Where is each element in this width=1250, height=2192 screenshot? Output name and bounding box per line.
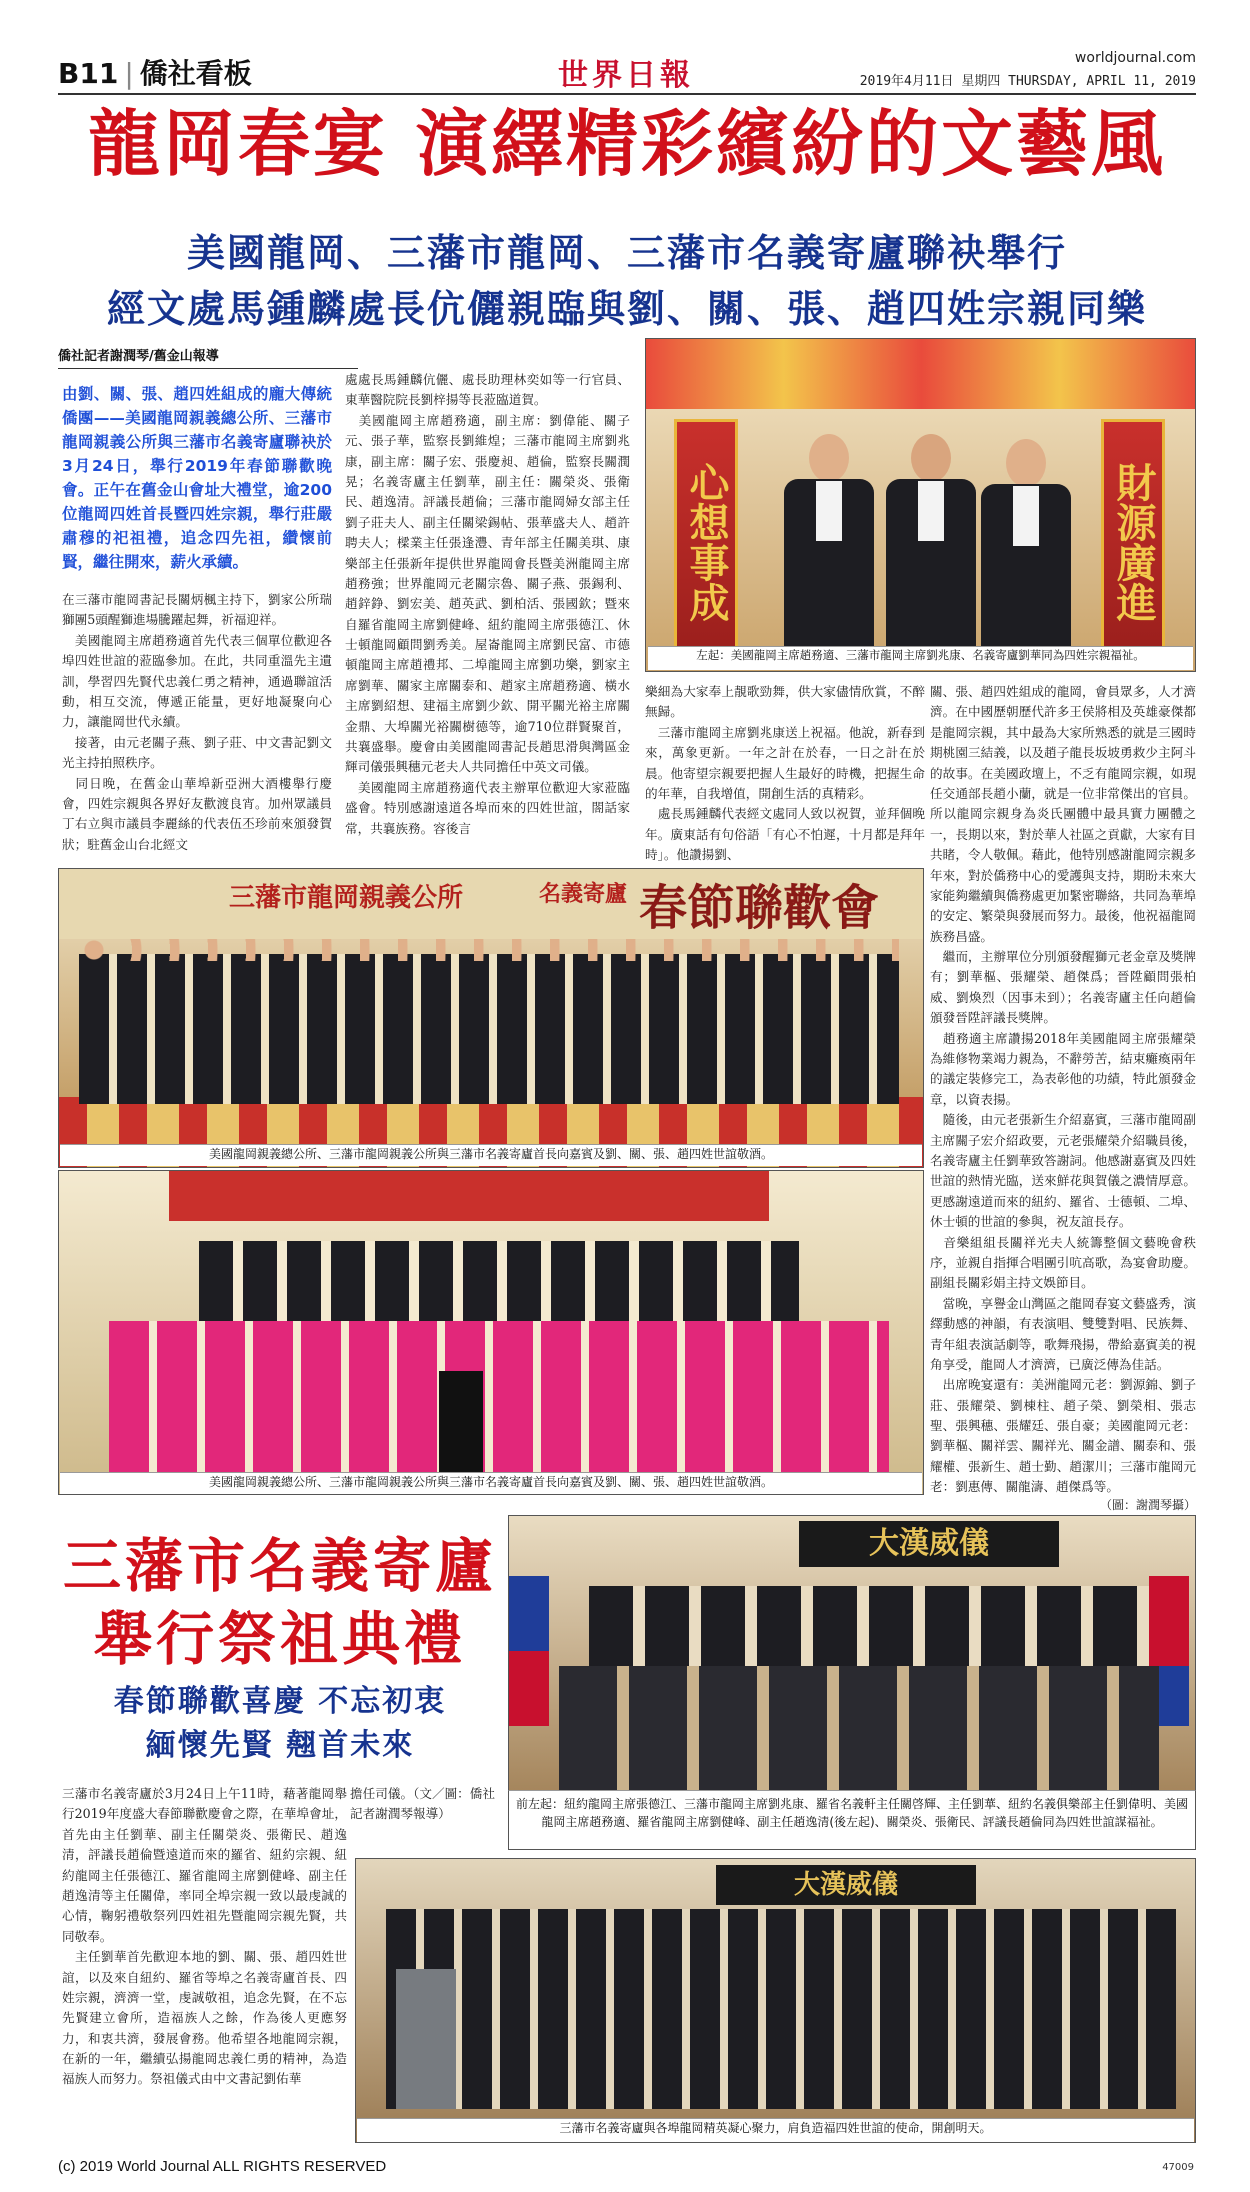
couplet-banner-right: 財源廣進 <box>1101 419 1165 659</box>
person-head <box>809 434 849 482</box>
photo3-caption: 美國龍岡親義總公所、三藩市龍岡親義公所與三藩市名義寄廬首長向嘉賓及劉、關、張、趙四姓世誼敬酒。 <box>60 1472 922 1494</box>
stage-banner <box>169 1171 769 1221</box>
couplet-banner-left: 心想事成 <box>674 419 738 659</box>
shirt <box>816 481 842 541</box>
photo5-caption: 三藩市名義寄廬與各埠龍岡精英凝心聚力，肩負造福四姓世誼的使命，開創明天。 <box>357 2118 1194 2142</box>
story2-body-end: 擔任司儀。（文／圖：僑社記者謝潤琴報導） <box>350 1786 495 1822</box>
shirt <box>918 481 944 541</box>
group-of-men <box>79 954 899 1104</box>
section-name: 僑社看板 <box>139 57 252 90</box>
photo-ancestor-ceremony <box>508 1515 1196 1829</box>
story2-subheadline-line1: 春節聯歡喜慶 不忘初衷 <box>113 1684 447 1719</box>
group-of-men <box>386 1909 1176 2109</box>
main-headline: 龍岡春宴 演繹精彩繽紛的文藝風 <box>87 102 1167 186</box>
man-grey-suit <box>396 1969 456 2109</box>
article-column-4: 關、張、趙四姓組成的龍岡，會員眾多，人才濟濟。在中國歷朝歷代許多王侯將相及英雄豪傑都是龍岡宗親，其中最為大家所熟悉的就是三國時期桃園三結義，以及趙子龍長坂坡勇救少主阿斗的故事。在美國政壇上，不乏有龍岡宗親，如現任交通部長趙小蘭，就是一位非常傑出的官員。所以龍岡宗親身為炎氏團體中最具實力團體之一，長期以來，對於華人社區之貢獻，大家有目共睹，令人敬佩。藉此，他特別感謝龍岡宗親多年來，對於僑務中心的愛護與支持，期盼未來大家能夠繼續與僑務處更加緊密聯絡，共同為華埠的安定、繁榮與發展而努力。最後，他祝福龍岡族務昌盛。 繼而，主辦單位分別頒發醒獅元老金章及獎牌有；劉華樞、張耀榮、趙傑爲；晉陞顧問張柏威、劉煥烈（因事未到）；名義寄廬主任向趙倫頒發晉陞評議長獎牌。 趙務適主席讚揚2018年美國龍岡主席張耀榮為維修物業竭力親為，不辭勞苦，結束癱瘓兩年的議定裝修完工，為表彰他的功績，特此頒發金章，以資表揚。 隨後，由元老張新生介紹嘉賓，三藩市龍岡副主席關子宏介紹政要，元老張耀榮介紹職員後，名義寄廬主任劉華致答謝詞。他感謝嘉賓及四姓世誼的熱情光臨，送來鮮花與賀儀之濃情厚意。更感謝遠道而來的紐約、羅省、士德頓、二埠、休士頓的世誼的參與，祝友誼長存。 音樂組組長關祥光夫人統籌整個文藝晚會秩序，並親自指揮合唱團引吭高歌，為宴會助慶。副組長關彩娟主持文娛節目。 當晚，享譽金山灣區之龍岡春宴文藝盛秀，演繹動感的神韻，有表演唱、雙雙對唱、民族舞、青年組表演話劇等，歌舞飛揚，帶給嘉賓美的視角享受，龍岡人才濟濟，已廣泛傳為佳話。 出席晚宴還有：美洲龍岡元老：劉源錦、劉子莊、張耀榮、劉棟柱、趙子榮、劉榮相、張志聖、張興穗、張耀廷、張自豪；美國龍岡元老：劉華樞、關祥雲、關祥光、關金譜、關泰和、張耀權、張新生、趙士勤、趙潔川；三藩市龍岡元老：劉惠傳、關龍濤、趙傑爲等。 <box>930 684 1196 1495</box>
article-column-3: 樂細為大家奉上靚歌勁舞，供大家儘情欣賞，不醉無歸。 三藩市龍岡主席劉兆康送上祝福。他說，新春到來，萬象更新。一年之計在於春，一日之計在於晨。他寄望宗親要把握人生最好的時機，把握生命的年華，自我增值，開創生活的真精彩。 處長馬鍾麟代表經文處同人致以祝賀，並拜個晚年。廣東話有句俗語「有心不怕遲，十月都是拜年時」。他讚揚劉、 <box>645 684 925 862</box>
hall-plaque: 大漢威儀 <box>716 1865 976 1905</box>
story2-subheadline-line2: 緬懷先賢 翹首未來 <box>145 1727 415 1763</box>
website-link[interactable]: worldjournal.com <box>1074 50 1196 66</box>
page-number: B11 <box>58 57 119 90</box>
hall-plaque: 大漢威儀 <box>799 1521 1059 1567</box>
story2-headline-line1: 三藩市名義寄廬 <box>62 1532 497 1600</box>
story2-headline <box>60 1530 500 1675</box>
photo-three-leaders <box>645 338 1196 672</box>
byline: 僑社記者謝潤琴/舊金山報導 <box>58 345 358 369</box>
masthead <box>58 50 1196 95</box>
issue-date: 2019年4月11日 星期四 THURSDAY, APRIL 11, 2019 <box>859 74 1196 89</box>
photo1-caption: 左起：美國龍岡主席趙務適、三藩市龍岡主席劉兆康、名義寄廬劉華同為四姓宗親福祉。 <box>648 646 1193 670</box>
banner-association-name: 名義寄廬 <box>539 881 628 907</box>
subheadline-1: 美國龍岡、三藩市龍岡、三藩市名義寄廬聯袂舉行 <box>186 231 1067 275</box>
article-column-1: 在三藩市龍岡書記長關炳楓主持下，劉家公所瑞獅團5頭醒獅進場騰躍起舞，祈福迎祥。 美國龍岡主席趙務適首先代表三個單位歡迎各埠四姓世誼的蒞臨參加。在此，共同重溫先主遺訓，學習四先賢代忠義仁勇之精神，通過聯誼活動，相互交流，傳遞正能量，更好地凝聚向心力，讓龍岡世代永續。 接著，由元老關子燕、劉子莊、中文書記劉文光主持拍照秩序。 同日晚，在舊金山華埠新亞洲大酒樓舉行慶會，四姓宗親與各界好友歡渡良宵。加州眾議員丁右立與市議員李麗絲的代表伍丕珍前來頒發賀狀；駐舊金山台北經文 <box>62 592 332 852</box>
person-head <box>911 434 951 482</box>
copyright: (c) 2019 World Journal ALL RIGHTS RESERVED <box>58 2158 387 2175</box>
banner-text: 春節聯歡會 <box>639 880 880 936</box>
front-row-women <box>109 1321 889 1495</box>
photo-credit: （圖：謝潤琴攝） <box>1099 1498 1196 1512</box>
page-code: 47009 <box>1162 2162 1194 2173</box>
lead-paragraph: 由劉、關、張、趙四姓組成的龐大傳統僑團——美國龍岡親義總公所、三藩市龍岡親義公所與三藩市名義寄廬聯袂於3月24日，舉行2019年春節聯歡晚會。正午在舊金山會址大禮堂，逾200位龍岡四姓首長暨四姓宗親，舉行莊嚴肅穆的祀祖禮，追念四先祖，纘懷前賢，繼往開來，薪火承續。 <box>62 385 332 572</box>
wall-banner <box>59 869 924 939</box>
story2-body: 三藩市名義寄廬於3月24日上午11時，藉著龍岡舉行2019年度盛大春節聯歡慶會之際，在華埠會址，首先由主任劉華、副主任關榮炎、張衛民、趙逸清，評議長趙倫暨遠道而來的羅省、紐約宗親、紐約龍岡主任張德江、羅省龍岡主席劉健峰、副主任趙逸清等主任關偉，率同全埠宗親一致以最虔誠的心情，鞠躬禮敬祭列四姓祖先暨龍岡宗親先賢，共同敬奉。 主任劉華首先歡迎本地的劉、關、張、趙四姓世誼，以及來自紐約、羅省等埠之名義寄廬首長、四姓宗親，濟濟一堂，虔誠敬祖，追念先賢，在不忘先賢建立會所，造福族人之餘，作為後人更應努力，和衷共濟，發展會務。他希望各地龍岡宗親，在新的一年，繼續弘揚龍岡忠義仁勇的精神，為造福族人而努力。祭祖儀式由中文書記劉佑華 <box>62 1786 347 2087</box>
photo2-caption: 美國龍岡親義總公所、三藩市龍岡親義公所與三藩市名義寄廬首長向嘉賓及劉、關、張、趙四姓世誼敬酒。 <box>60 1144 922 1166</box>
subheadline-2: 經文處馬鍾麟處長伉儷親臨與劉、關、張、趙四姓宗親同樂 <box>106 287 1147 331</box>
page-label <box>58 52 252 92</box>
heads-row <box>79 939 899 961</box>
photo-toast-group <box>58 868 924 1168</box>
photo-group-women <box>58 1170 924 1495</box>
story2-subheadline <box>60 1680 500 1767</box>
person-head <box>1006 439 1046 487</box>
paper-logo: 世界日報 <box>558 58 694 93</box>
photo-large-group <box>355 1858 1196 2143</box>
flag-usa <box>509 1576 549 1726</box>
banner-association-name: 三藩市龍岡親義公所 <box>229 883 464 913</box>
lion-dance-decoration <box>646 339 1196 409</box>
article-column-2: 處處長馬鍾麟伉儷、處長助理林奕如等一行官員、東華醫院院長劉梓揚等長蒞臨道賀。 美國龍岡主席趙務適，副主席：劉偉能、關子元、張子華，監察長劉維煌；三藩市龍岡主席劉兆康，副主席：關子宏、張慶昶、趙倫，監察長關潤晃；名義寄廬主任劉華，副主任：關榮炎、張衛民、趙逸清。評議長趙倫；三藩市龍岡婦女部主任劉子莊夫人、副主任關梁錫帖、張華盛夫人、趙許聘夫人；樑業主任張逢灃、青年部主任關美琪、康樂部主任張新年提供世界龍岡會長暨美洲龍岡主席趙務強；世界龍岡元老關宗魯、關子燕、張錫利、趙鋅錚、劉宏美、趙英武、劉柏活、張國欽；暨來自羅省龍岡主席劉健峰、紐約龍岡主席張德江、休士頓龍岡顧問劉秀美。屋崙龍岡主席劉民富、市德頓龍岡主席趙禮邦、二埠龍岡主席劉功樂，劉家主席劉華、關家主席關泰和、趙家主席趙務適、橫水主席劉紹想、建福主席劉少欽、開平關光裕主席關金鼎、大埠關光裕關樹德等，逾710位群賢聚首，共襄盛舉。慶會由美國龍岡書記長趙思滑與灣區金輝司儀張興穗元老夫人共同擔任中英文司儀。 美國龍岡主席趙務適代表主辦單位歡迎大家蒞臨盛會。特別感謝遠道各埠而來的四姓世誼，閤話家常，共襄族務。容後言 <box>345 372 630 836</box>
shirt <box>1013 486 1039 546</box>
story2-headline-line2: 舉行祭祖典禮 <box>93 1604 466 1673</box>
divider: | <box>124 57 134 90</box>
photo4-caption: 前左起：紐約龍岡主席張德江、三藩市龍岡主席劉兆康、羅省名義軒主任關啓輝、主任劉華、紐約名義俱樂部主任劉偉明、美國龍岡主席趙務適、羅省龍岡主席劉健峰、副主任趙逸清(後左起)、關榮炎、張衛民、評議長趙倫同為四姓世誼謀福祉。 <box>508 1790 1196 1850</box>
